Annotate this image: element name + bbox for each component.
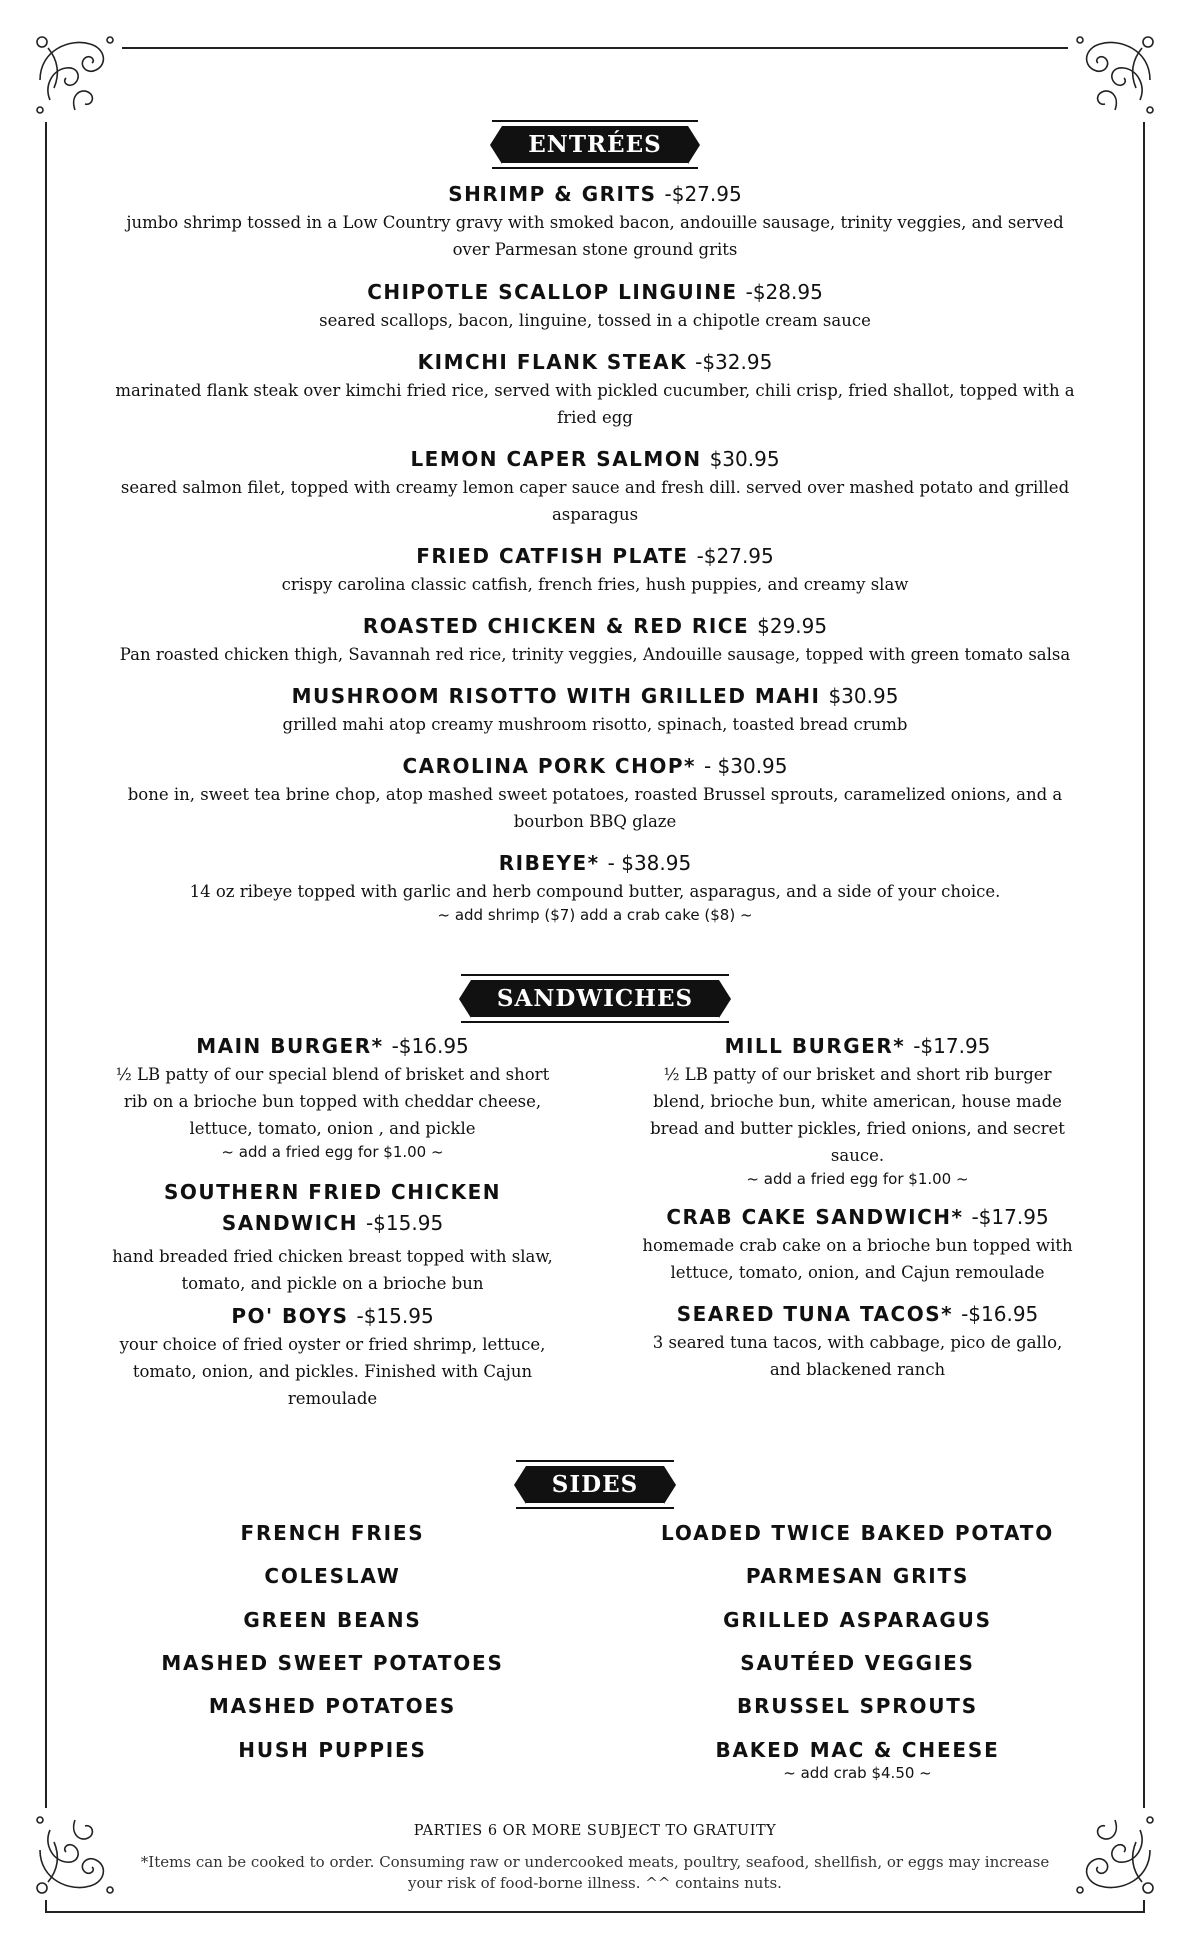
item-price: - $38.95 xyxy=(607,851,692,875)
item-price: -$16.95 xyxy=(391,1034,469,1058)
item-description: hand breaded fried chicken breast topped with slaw, tomato, and pickle on a brioche bun xyxy=(112,1247,553,1293)
section-banner-sandwiches xyxy=(0,980,1190,1017)
side-item: GRILLED ASPARAGUS xyxy=(723,1608,992,1632)
item-description: 14 oz ribeye topped with garlic and herb compound butter, asparagus, and a side of your choice. xyxy=(189,882,1001,901)
item-name: SHRIMP & GRITS xyxy=(448,182,657,206)
item-description: marinated flank steak over kimchi fried rice, served with pickled cucumber, chili crisp, fried shallot, topped with a fried egg xyxy=(115,381,1075,427)
section-title: SIDES xyxy=(551,1471,639,1498)
item-name: CHIPOTLE SCALLOP LINGUINE xyxy=(367,280,738,304)
gratuity-notice: PARTIES 6 OR MORE SUBJECT TO GRATUITY xyxy=(413,1823,777,1839)
item-name: MILL BURGER* xyxy=(724,1034,906,1058)
item-price: -$28.95 xyxy=(745,280,823,304)
flourish-corner-icon xyxy=(1068,1808,1160,1900)
flourish-corner-icon xyxy=(30,30,122,122)
menu-item xyxy=(110,754,1080,835)
item-price: $29.95 xyxy=(757,614,828,638)
menu-item xyxy=(110,1034,555,1161)
item-name: SEARED TUNA TACOS* xyxy=(676,1302,954,1326)
menu-item xyxy=(110,544,1080,598)
item-description: 3 seared tuna tacos, with cabbage, pico de gallo, and blackened ranch xyxy=(652,1333,1063,1379)
item-name: CRAB CAKE SANDWICH* xyxy=(666,1205,964,1229)
item-description: homemade crab cake on a brioche bun topped with lettuce, tomato, onion, and Cajun remoulade xyxy=(642,1236,1073,1282)
item-name: MUSHROOM RISOTTO WITH GRILLED MAHI xyxy=(291,684,821,708)
item-name: MAIN BURGER* xyxy=(196,1034,384,1058)
side-item: FRENCH FRIES xyxy=(240,1521,425,1545)
item-price: $30.95 xyxy=(709,447,780,471)
item-name: ROASTED CHICKEN & RED RICE xyxy=(362,614,750,638)
item-description: seared salmon filet, topped with creamy lemon caper sauce and fresh dill. served over mashed potato and grilled asparagus xyxy=(120,478,1070,524)
side-item: LOADED TWICE BAKED POTATO xyxy=(660,1521,1055,1545)
flourish-corner-icon xyxy=(1068,30,1160,122)
item-description: crispy carolina classic catfish, french fries, hush puppies, and creamy slaw xyxy=(281,575,909,594)
menu-item xyxy=(110,350,1080,431)
item-price: -$32.95 xyxy=(695,350,773,374)
flourish-corner-icon xyxy=(30,1808,122,1900)
item-description: ½ LB patty of our special blend of brisket and short rib on a brioche bun topped with cheddar cheese, lettuce, tomato, onion , and pickle xyxy=(115,1065,550,1138)
side-item: MASHED SWEET POTATOES xyxy=(161,1651,504,1675)
menu-item xyxy=(110,182,1080,263)
item-name: FRIED CATFISH PLATE xyxy=(416,544,689,568)
menu-item xyxy=(110,614,1080,668)
item-name: LEMON CAPER SALMON xyxy=(410,447,702,471)
side-item: PARMESAN GRITS xyxy=(745,1564,970,1588)
item-price: -$27.95 xyxy=(696,544,774,568)
menu-item xyxy=(110,684,1080,738)
item-price: -$15.95 xyxy=(356,1304,434,1328)
item-price: -$17.95 xyxy=(913,1034,991,1058)
section-banner-entrees xyxy=(0,126,1190,163)
side-item: MASHED POTATOES xyxy=(208,1694,457,1718)
food-safety-disclaimer: *Items can be cooked to order. Consuming raw or undercooked meats, poultry, seafood, shellfish, or eggs may increase your risk of food-borne illness. ^^ contains nuts. xyxy=(140,1853,1050,1892)
menu-item xyxy=(110,280,1080,334)
side-item: BAKED MAC & CHEESE xyxy=(715,1738,1000,1762)
side-item: HUSH PUPPIES xyxy=(238,1738,427,1762)
item-price: - $30.95 xyxy=(703,754,788,778)
item-addon-note: ~ add shrimp ($7) add a crab cake ($8) ~ xyxy=(437,906,753,924)
item-addon-note: ~ add a fried egg for $1.00 ~ xyxy=(221,1143,444,1161)
item-description: your choice of fried oyster or fried shrimp, lettuce, tomato, onion, and pickles. Finished with Cajun remoulade xyxy=(119,1335,546,1408)
section-title: SANDWICHES xyxy=(496,985,694,1012)
menu-item xyxy=(635,1302,1080,1383)
side-addon-note: ~ add crab $4.50 ~ xyxy=(783,1764,932,1782)
item-name: SOUTHERN FRIED CHICKEN SANDWICH xyxy=(164,1180,501,1235)
item-description: grilled mahi atop creamy mushroom risotto, spinach, toasted bread crumb xyxy=(282,715,908,734)
section-banner-sides xyxy=(0,1466,1190,1503)
item-name: PO' BOYS xyxy=(231,1304,349,1328)
side-item: BRUSSEL SPROUTS xyxy=(737,1694,978,1718)
side-item: GREEN BEANS xyxy=(243,1608,422,1632)
item-name: RIBEYE* xyxy=(498,851,600,875)
item-price: $30.95 xyxy=(828,684,899,708)
item-name: CAROLINA PORK CHOP* xyxy=(402,754,696,778)
section-title: ENTRÉES xyxy=(528,131,662,158)
menu-item xyxy=(110,1304,555,1412)
item-price: -$17.95 xyxy=(971,1205,1049,1229)
item-description: ½ LB patty of our brisket and short rib burger blend, brioche bun, white american, house made bread and butter pickles, fried onions, and secret sauce. xyxy=(650,1065,1065,1165)
item-description: seared scallops, bacon, linguine, tossed in a chipotle cream sauce xyxy=(319,311,871,330)
menu-item xyxy=(635,1205,1080,1286)
menu-item xyxy=(110,447,1080,528)
item-price: -$16.95 xyxy=(961,1302,1039,1326)
item-price: -$15.95 xyxy=(365,1211,444,1235)
item-description: bone in, sweet tea brine chop, atop mashed sweet potatoes, roasted Brussel sprouts, caramelized onions, and a bourbon BBQ glaze xyxy=(127,785,1063,831)
side-item: COLESLAW xyxy=(264,1564,401,1588)
item-addon-note: ~ add a fried egg for $1.00 ~ xyxy=(746,1170,969,1188)
item-price: -$27.95 xyxy=(664,182,742,206)
item-description: Pan roasted chicken thigh, Savannah red rice, trinity veggies, Andouille sausage, topped with green tomato salsa xyxy=(119,645,1071,664)
menu-item xyxy=(635,1034,1080,1188)
side-item: SAUTÉED VEGGIES xyxy=(740,1651,975,1675)
item-name: KIMCHI FLANK STEAK xyxy=(417,350,688,374)
menu-item xyxy=(110,851,1080,924)
item-description: jumbo shrimp tossed in a Low Country gravy with smoked bacon, andouille sausage, trinity veggies, and served over Parmesan stone ground grits xyxy=(126,213,1064,259)
menu-item xyxy=(110,1178,555,1297)
